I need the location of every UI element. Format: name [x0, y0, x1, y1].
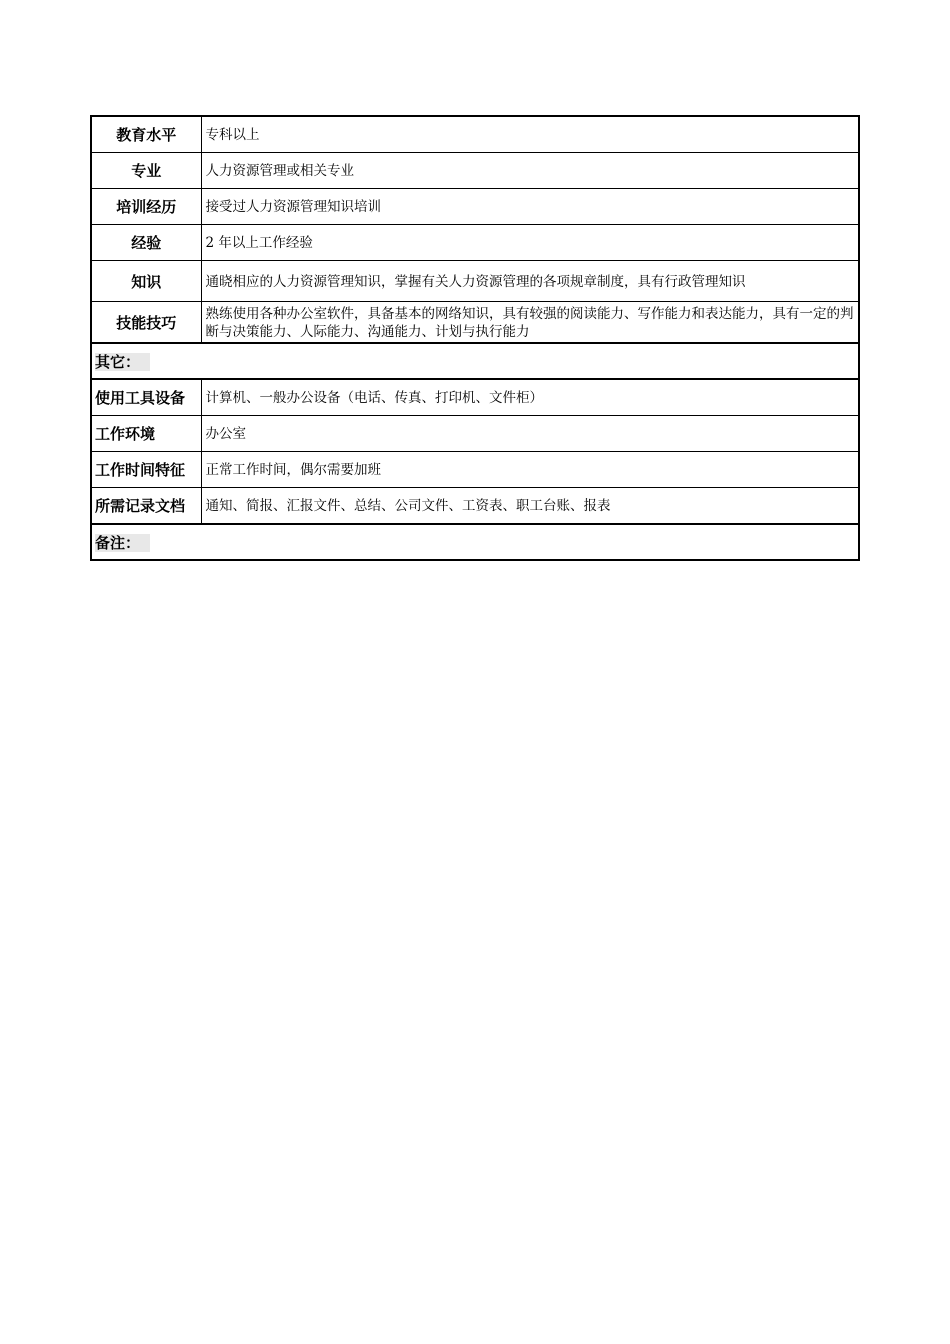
table-row-major — [91, 153, 859, 189]
job-description-table — [90, 115, 860, 561]
table-row-environment — [91, 416, 859, 452]
table-row-skills — [91, 302, 859, 344]
table-row-knowledge — [91, 261, 859, 302]
row-value: 正常工作时间，偶尔需要加班 — [201, 452, 859, 488]
row-value: 办公室 — [201, 416, 859, 452]
row-label: 培训经历 — [91, 189, 201, 225]
row-value: 熟练使用各种办公室软件，具备基本的网络知识，具有较强的阅读能力、写作能力和表达能力，具有一定的判断与决策能力、人际能力、沟通能力、计划与执行能力 — [201, 302, 859, 344]
table-row-work-time — [91, 452, 859, 488]
section-header-other — [91, 343, 859, 379]
table-row-training — [91, 189, 859, 225]
row-label: 工作时间特征 — [91, 452, 201, 488]
row-label: 使用工具设备 — [91, 379, 201, 416]
row-label: 教育水平 — [91, 116, 201, 153]
row-value: 通晓相应的人力资源管理知识，掌握有关人力资源管理的各项规章制度，具有行政管理知识 — [201, 261, 859, 302]
row-label: 经验 — [91, 225, 201, 261]
section-title: 备注： — [95, 534, 150, 552]
table-row-experience — [91, 225, 859, 261]
table-row-education — [91, 116, 859, 153]
row-value: 专科以上 — [201, 116, 859, 153]
section-header-remarks — [91, 524, 859, 560]
row-value: 计算机、一般办公设备（电话、传真、打印机、文件柜） — [201, 379, 859, 416]
row-value: 2 年以上工作经验 — [201, 225, 859, 261]
row-label: 所需记录文档 — [91, 488, 201, 525]
row-label: 知识 — [91, 261, 201, 302]
row-value: 人力资源管理或相关专业 — [201, 153, 859, 189]
table-row-tools — [91, 379, 859, 416]
row-value: 接受过人力资源管理知识培训 — [201, 189, 859, 225]
row-label: 专业 — [91, 153, 201, 189]
table-row-documents — [91, 488, 859, 525]
section-title: 其它： — [95, 353, 150, 371]
row-label: 技能技巧 — [91, 302, 201, 344]
row-value: 通知、简报、汇报文件、总结、公司文件、工资表、职工台账、报表 — [201, 488, 859, 525]
row-label: 工作环境 — [91, 416, 201, 452]
